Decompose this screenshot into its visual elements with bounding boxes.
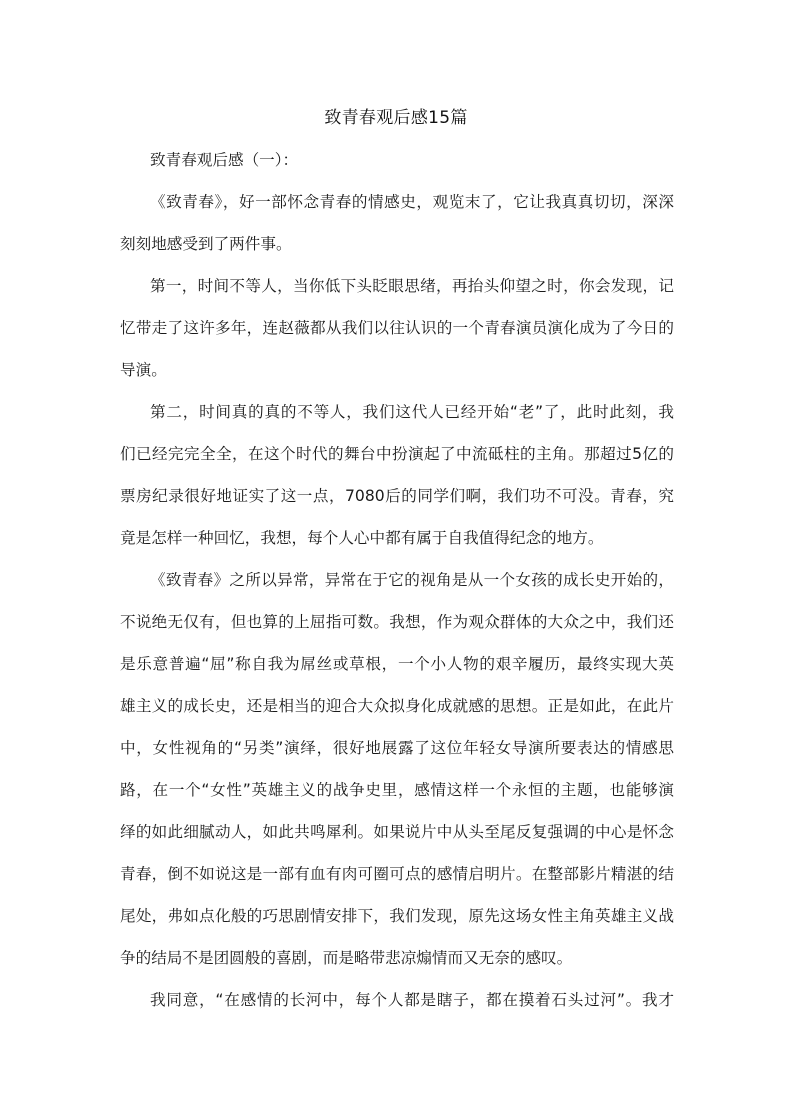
text-line: 中，女性视角的“另类”演绎，很好地展露了这位年轻女导演所要表达的情感思: [120, 739, 674, 757]
text-line: 们已经完完全全，在这个时代的舞台中扮演起了中流砥柱的主角。那超过5亿的: [120, 445, 674, 463]
text-line: 我同意，“在感情的长河中，每个人都是瞎子，都在摸着石头过河”。我才: [150, 991, 674, 1009]
text-line: 尾处，弗如点化般的巧思剧情安排下，我们发现，原先这场女性主角英雄主义战: [120, 907, 674, 925]
text-line: 第二，时间真的真的不等人，我们这代人已经开始“老”了，此时此刻，我: [150, 403, 674, 421]
text-line: 青春，倒不如说这是一部有血有肉可圈可点的感情启明片。在整部影片精湛的结: [120, 865, 674, 883]
text-line: 是乐意普遍“屈”称自我为屌丝或草根，一个小人物的艰辛履历，最终实现大英: [120, 655, 674, 673]
text-line: 第一，时间不等人，当你低下头眨眼思绪，再抬头仰望之时，你会发现，记: [150, 277, 674, 295]
text-line: 导演。: [120, 361, 167, 379]
text-line: 票房纪录很好地证实了这一点，7080后的同学们啊，我们功不可没。青春，究: [120, 487, 674, 505]
page-title: 致青春观后感15篇: [324, 108, 468, 128]
text-line: 争的结局不是团圆般的喜剧，而是略带悲凉煽情而又无奈的感叹。: [120, 949, 573, 967]
text-line: 刻刻地感受到了两件事。: [120, 235, 292, 253]
text-line: 《致青春》之所以异常，异常在于它的视角是从一个女孩的成长史开始的，: [150, 571, 674, 589]
text-line: 雄主义的成长史，还是相当的迎合大众拟身化成就感的思想。正是如此，在此片: [120, 697, 674, 715]
text-line: 不说绝无仅有，但也算的上屈指可数。我想，作为观众群体的大众之中，我们还: [120, 613, 674, 631]
text-line: 路，在一个“女性”英雄主义的战争史里，感情这样一个永恒的主题，也能够演: [120, 781, 674, 799]
text-line: 绎的如此细腻动人，如此共鸣犀利。如果说片中从头至尾反复强调的中心是怀念: [120, 823, 674, 841]
text-line: 竟是怎样一种回忆，我想，每个人心中都有属于自我值得纪念的地方。: [120, 529, 604, 547]
text-line: 忆带走了这许多年，连赵薇都从我们以往认识的一个青春演员演化成为了今日的: [120, 319, 674, 337]
subtitle: 致青春观后感（一）：: [150, 151, 299, 169]
text-line: 《致青春》，好一部怀念青春的情感史，观览末了，它让我真真切切，深深: [150, 193, 674, 211]
